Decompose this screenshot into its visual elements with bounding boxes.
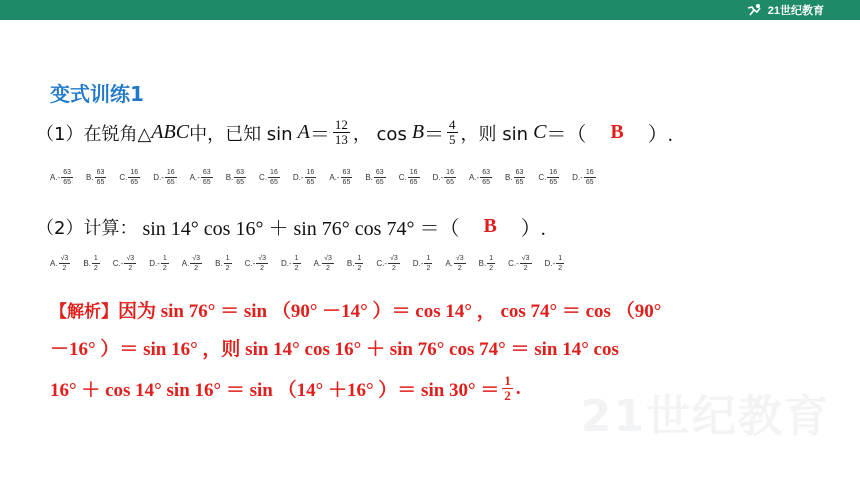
option-fraction (165, 168, 177, 187)
option-item (538, 168, 560, 187)
option-fraction (480, 168, 492, 187)
option-item (119, 168, 141, 187)
q1-eq2: ＝ (424, 124, 445, 146)
option-fraction (341, 168, 353, 187)
option-fraction (256, 254, 268, 273)
option-item (433, 168, 457, 187)
q1-fraction-b (447, 118, 458, 147)
option-label: C. (398, 173, 407, 182)
option-fraction (293, 254, 301, 273)
q2-close: ）. (520, 218, 546, 240)
fraction-numerator: 63 (375, 169, 384, 176)
option-item (314, 254, 335, 273)
fraction-numerator: 1 (225, 255, 230, 262)
option-item (479, 254, 496, 273)
fraction-denominator: 2 (194, 265, 199, 272)
option-fraction (92, 254, 100, 273)
q1-then: ，则 sin (460, 123, 529, 145)
fraction-numerator: 63 (96, 169, 105, 176)
option-fraction (408, 168, 420, 187)
option-label: A. (445, 259, 453, 268)
option-label: A.- (468, 173, 480, 182)
fraction-denominator: 65 (63, 179, 72, 186)
option-fraction (322, 254, 334, 273)
option-label: B. (83, 259, 91, 268)
option-label: B. (86, 173, 94, 182)
option-item (365, 168, 386, 187)
fraction-numerator: 63 (482, 169, 490, 176)
fraction-denominator: 65 (409, 179, 418, 186)
top-banner (0, 0, 860, 20)
fraction-numerator: 63 (202, 169, 211, 176)
option-fraction (454, 254, 466, 273)
fraction-numerator: 63 (342, 169, 351, 176)
fraction-denominator: 65 (306, 179, 315, 186)
fraction-denominator: 2 (225, 265, 230, 272)
option-item (572, 168, 596, 187)
q1-close: ）. (647, 124, 673, 146)
q2-expression: sin 14° cos 16° ＋ sin 76° cos 74° ＝（ (142, 218, 460, 240)
option-label: D.- (153, 173, 164, 182)
option-item (50, 254, 71, 273)
q1-eq1: ＝ (309, 124, 330, 146)
fraction-denominator: 2 (391, 265, 396, 272)
option-fraction (444, 168, 456, 187)
option-label: B. (346, 259, 355, 268)
fraction-denominator: 65 (202, 179, 211, 186)
fraction-denominator: 2 (426, 265, 431, 272)
q1-prefix: （1）在锐角△ (36, 123, 152, 145)
option-label: B. (365, 173, 373, 182)
fraction-numerator: 1 (357, 255, 362, 262)
option-label: A. (181, 259, 190, 268)
option-item (190, 168, 214, 187)
option-label: A.- (189, 173, 200, 182)
option-label: D.- (280, 259, 292, 268)
fraction-numerator: 16 (409, 169, 418, 176)
option-item (215, 254, 232, 273)
fraction-numerator: 16 (166, 169, 175, 176)
fraction-denominator: 2 (523, 265, 528, 272)
fraction-denominator: 2 (558, 265, 563, 272)
option-item (347, 254, 364, 273)
option-fraction (234, 168, 246, 187)
option-fraction (424, 254, 432, 273)
fraction-numerator: 12 (334, 117, 348, 132)
fraction-denominator: 5 (449, 132, 456, 147)
option-label: B. (478, 259, 487, 268)
option-label: C. (259, 173, 268, 182)
fraction-numerator: 1 (489, 255, 494, 262)
fraction-denominator: 2 (62, 265, 67, 272)
fraction-denominator: 65 (482, 179, 490, 186)
question-2 (36, 212, 546, 241)
option-fraction (268, 168, 280, 187)
fraction-numerator: 1 (162, 255, 167, 262)
option-label: C.- (112, 259, 124, 268)
fraction-numerator: 4 (449, 117, 456, 132)
q1-middle: 中，已知 sin (189, 123, 293, 145)
q1-answer: B (610, 121, 624, 143)
fraction-denominator: 2 (457, 265, 462, 272)
fraction-numerator: √3 (390, 255, 398, 262)
option-item (413, 254, 434, 273)
fraction-denominator: 2 (489, 265, 494, 272)
fraction-numerator: √3 (521, 255, 530, 262)
option-item (50, 168, 74, 187)
option-item (226, 168, 247, 187)
q1-var-b: B (411, 121, 425, 143)
fraction-denominator: 65 (236, 179, 245, 186)
fraction-denominator: 2 (504, 388, 511, 403)
question-1 (36, 118, 673, 147)
section-title: 变式训练1 (50, 82, 144, 106)
option-label: D.- (572, 173, 583, 182)
watermark-logo: 21世纪教育 (580, 391, 830, 442)
analysis-fraction (502, 374, 513, 403)
option-item (505, 168, 526, 187)
fraction-denominator: 65 (375, 179, 384, 186)
fraction-numerator: 63 (236, 169, 245, 176)
fraction-numerator: 16 (446, 169, 454, 176)
fraction-numerator: √3 (258, 255, 266, 262)
fraction-numerator: √3 (126, 255, 135, 262)
fraction-denominator: 65 (515, 179, 524, 186)
option-label: D.- (149, 259, 160, 268)
fraction-denominator: 65 (585, 179, 594, 186)
q1-var-a: A (297, 121, 310, 143)
option-item (469, 168, 493, 187)
fraction-numerator: 1 (426, 255, 431, 262)
fraction-numerator: 16 (306, 169, 315, 176)
fraction-denominator: 2 (128, 265, 133, 272)
option-label: A.- (329, 173, 340, 182)
option-label: A.- (50, 173, 61, 182)
option-item (545, 254, 566, 273)
option-label: A. (313, 259, 322, 268)
option-label: D.- (412, 259, 424, 268)
option-item (445, 254, 466, 273)
option-label: C. (538, 173, 547, 182)
option-item (259, 168, 281, 187)
option-item (245, 254, 269, 273)
option-label: B. (505, 173, 513, 182)
option-fraction (547, 168, 559, 187)
option-item (329, 168, 353, 187)
q1-triangle: ABC (151, 121, 190, 143)
option-label: C. (119, 173, 128, 182)
analysis-end: . (515, 377, 521, 399)
q1-options (50, 168, 609, 187)
fraction-numerator: 1 (294, 255, 299, 262)
fraction-numerator: √3 (455, 255, 464, 262)
option-label: B. (225, 173, 234, 182)
option-item (153, 168, 177, 187)
analysis-tag: 【解析】 (50, 302, 118, 322)
q1-var-c: C (533, 121, 547, 143)
option-label: D.- (432, 173, 444, 182)
q1-fraction-a (333, 118, 350, 147)
fraction-numerator: 1 (504, 373, 511, 388)
option-item (293, 168, 317, 187)
analysis-text-3: 16° ＋ cos 14° sin 16° ＝ sin （14° ＋16° ）＝ sin 30° ＝ (50, 380, 500, 401)
option-fraction (95, 168, 107, 187)
fraction-denominator: 65 (549, 179, 558, 186)
fraction-numerator: 63 (515, 169, 524, 176)
fraction-denominator: 2 (162, 265, 167, 272)
option-item (83, 254, 100, 273)
option-fraction (305, 168, 317, 187)
fraction-numerator: 63 (63, 169, 72, 176)
option-label: C.- (244, 259, 256, 268)
option-fraction (520, 254, 532, 273)
option-fraction (388, 254, 400, 273)
option-label: C.- (508, 259, 519, 268)
option-item (149, 254, 170, 273)
fraction-numerator: √3 (192, 255, 201, 262)
option-item (86, 168, 107, 187)
option-item (281, 254, 302, 273)
fraction-numerator: √3 (324, 255, 332, 262)
fraction-numerator: 16 (270, 169, 278, 176)
fraction-denominator: 65 (166, 179, 175, 186)
option-item (508, 254, 532, 273)
brand-logo-text: 21世纪教育 (767, 5, 824, 17)
fraction-denominator: 2 (294, 265, 299, 272)
q2-prefix: （2）计算： (36, 217, 138, 239)
option-fraction (161, 254, 169, 273)
q2-options (50, 254, 577, 273)
fraction-numerator: √3 (60, 255, 69, 262)
option-fraction (190, 254, 202, 273)
analysis-text-2: －16° ）＝ sin 16° ，则 sin 14° cos 16° ＋ sin 76° cos 74° ＝ sin 14° cos (50, 339, 619, 360)
option-fraction (584, 168, 596, 187)
option-fraction (59, 254, 71, 273)
fraction-denominator: 2 (93, 265, 98, 272)
analysis-text-1: 因为 sin 76° ＝ sin （90° －14° ）＝ cos 14° ， cos 74° ＝ cos （90° (118, 301, 662, 322)
fraction-denominator: 65 (446, 179, 454, 186)
runner-logo-icon (746, 3, 764, 17)
option-fraction (61, 168, 73, 187)
fraction-denominator: 13 (334, 132, 348, 147)
option-item (399, 168, 421, 187)
option-fraction (514, 168, 526, 187)
option-fraction (201, 168, 213, 187)
option-label: B. (215, 259, 223, 268)
analysis-line-1 (50, 296, 840, 323)
analysis-line-2 (50, 334, 840, 361)
option-label: A. (50, 259, 58, 268)
option-item (182, 254, 203, 273)
option-label: D.- (544, 259, 556, 268)
fraction-denominator: 65 (342, 179, 351, 186)
fraction-numerator: 1 (93, 255, 98, 262)
fraction-denominator: 65 (96, 179, 105, 186)
q1-comma1: ， cos (352, 123, 407, 145)
fraction-numerator: 16 (585, 169, 594, 176)
option-label: C.- (376, 259, 388, 268)
q1-eq3: ＝（ (546, 124, 587, 146)
option-item (376, 254, 400, 273)
fraction-denominator: 2 (260, 265, 265, 272)
fraction-numerator: 1 (558, 255, 563, 262)
option-fraction (128, 168, 140, 187)
fraction-denominator: 65 (270, 179, 278, 186)
option-label: D.- (292, 173, 304, 182)
option-fraction (355, 254, 363, 273)
fraction-denominator: 65 (130, 179, 139, 186)
q2-answer: B (483, 215, 497, 237)
option-item (113, 254, 137, 273)
option-fraction (487, 254, 495, 273)
brand-logo (746, 2, 824, 18)
option-fraction (374, 168, 386, 187)
fraction-numerator: 16 (130, 169, 139, 176)
fraction-numerator: 16 (549, 169, 558, 176)
option-fraction (124, 254, 136, 273)
fraction-denominator: 2 (326, 265, 330, 272)
option-fraction (556, 254, 564, 273)
option-fraction (224, 254, 232, 273)
fraction-denominator: 2 (357, 265, 362, 272)
